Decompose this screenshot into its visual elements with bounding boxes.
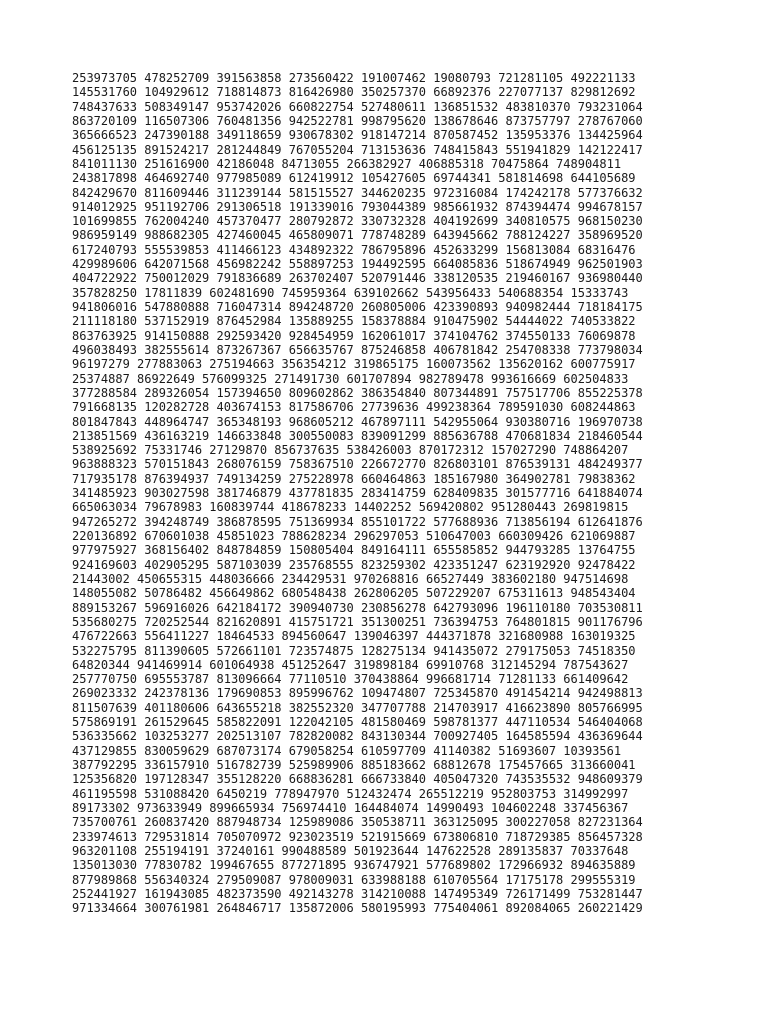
number-line: 538925692 75331746 27129870 856737635 538426003 870172312 157027290 748864207 xyxy=(72,443,629,458)
number-line: 963888323 570151843 268076159 758367510 226672770 826803101 876539131 484249377 xyxy=(72,457,643,472)
number-line: 21443002 450655315 448036666 234429531 970268816 66527449 383602180 947514698 xyxy=(72,571,629,586)
number-line: 986959149 988682305 427460045 465809071 778748289 643945662 788124227 358969520 xyxy=(72,228,643,243)
number-line: 496038493 382555614 873267367 656635767 875246858 406781842 254708338 773798034 xyxy=(72,342,643,357)
number-line: 863763925 914150888 292593420 928454959 162061017 374104762 374550133 76069878 xyxy=(72,328,636,343)
number-line: 536335662 103253277 202513107 782820082 843130344 700927405 164585594 436369644 xyxy=(72,729,643,744)
number-line: 220136892 670601038 45851023 788628234 296297053 510647003 660309426 621069887 xyxy=(72,529,636,543)
number-line: 243817898 464692740 977985089 612419912 105427605 69744341 581814698 644105689 xyxy=(72,171,636,186)
number-line: 924169603 402905295 587103039 235768555 823259302 423351247 623192920 92478422 xyxy=(72,557,636,572)
number-line: 841011130 251616900 42186048 84713055 266382927 406885318 70475864 748904811 xyxy=(72,156,622,171)
number-line: 357828250 17811839 602481690 745959364 639102662 543956433 540688354 15333743 xyxy=(72,285,629,300)
number-line: 811507639 401180606 643655218 382552320 347707788 214703917 416623890 805766995 xyxy=(72,700,643,715)
number-line: 971334664 300761981 264846717 135872006 580195993 775404061 892084065 260221429 xyxy=(72,901,643,916)
number-text-block xyxy=(72,71,643,915)
number-line: 404722922 750012029 791836689 263702407 520791446 338120535 219460167 936980440 xyxy=(72,271,643,286)
number-line: 456125135 891524217 281244849 767055204 713153636 748415843 551941829 142122417 xyxy=(72,142,643,157)
number-line: 535680275 720252544 821620891 415751721 351300251 736394753 764801815 901176796 xyxy=(72,614,643,629)
number-line: 101699855 762004240 457370477 280792872 330732328 404192699 340810575 968150230 xyxy=(72,214,643,229)
number-line: 963201108 255194191 37240161 990488589 501923644 147622528 289135837 70337648 xyxy=(72,843,629,858)
number-line: 233974613 729531814 705070972 923023519 521915669 673806810 718729385 856457328 xyxy=(72,829,643,844)
number-line: 947265272 394248749 386878595 751369934 855101722 577688936 713856194 612641876 xyxy=(72,514,643,529)
number-line: 135013030 77830782 199467655 877271895 936747921 577689802 172966932 894635889 xyxy=(72,858,636,873)
number-line: 842429670 811609446 311239144 581515527 344620235 972316084 174242178 577376632 xyxy=(72,185,643,200)
number-line: 269023332 242378136 179690853 895996762 109474807 725345870 491454214 942498813 xyxy=(72,686,643,701)
number-line: 437129855 830059629 687073174 679058254 610597709 41140382 51693607 10393561 xyxy=(72,743,622,758)
number-line: 735700761 260837420 887948734 125989086 350538711 363125095 300227058 827231364 xyxy=(72,815,643,830)
number-line: 148055082 50786482 456649862 680548438 262806205 507229207 675311613 948543404 xyxy=(72,586,636,601)
number-line: 914012925 951192706 291306518 191339016 793044389 985661932 874394474 994678157 xyxy=(72,199,643,214)
number-line: 377288584 289326054 157394650 809602862 386354840 807344891 757517706 855225378 xyxy=(72,385,643,400)
number-line: 877989868 556340324 279509087 978009031 633988188 610705564 17175178 299555319 xyxy=(72,872,636,887)
number-line: 665063034 79678983 160839744 418678233 14402252 569420802 951280443 269819815 xyxy=(72,500,629,515)
number-line: 252441927 161943085 482373590 492143278 314210088 147495349 726171499 753281447 xyxy=(72,886,643,901)
number-line: 96197279 277883063 275194663 356354212 319865175 160073562 135620162 600775917 xyxy=(72,357,636,372)
number-line: 213851569 436163219 146633848 300550083 839091299 885636788 470681834 218460544 xyxy=(72,428,643,443)
number-line: 889153267 596916026 642184172 390940730 230856278 642793096 196110180 703530811 xyxy=(72,600,643,615)
number-line: 977975927 368156402 848784859 150805404 849164111 655585852 944793285 13764755 xyxy=(72,543,636,558)
number-line: 64820344 941469914 601064938 451252647 319898184 69910768 312145294 787543627 xyxy=(72,657,629,672)
number-line: 253973705 478252709 391563858 273560422 191007462 19080793 721281105 492221133 xyxy=(72,71,636,85)
number-line: 801847843 448964747 365348193 968605212 467897111 542955064 930380716 196970738 xyxy=(72,414,643,429)
number-line: 532275795 811390605 572661101 723574875 128275134 941435072 279175053 74518350 xyxy=(72,643,636,658)
number-line: 476722663 556411227 18464533 894560647 139046397 444371878 321680988 163019325 xyxy=(72,629,636,644)
number-line: 941806016 547880888 716047314 894248720 260805006 423390893 940982444 718184175 xyxy=(72,300,643,314)
number-line: 125356820 197128347 355128220 668836281 666733840 405047320 743535532 948609379 xyxy=(72,772,643,787)
number-line: 748437633 508349147 953742026 660822754 527480611 136851532 483810370 793231064 xyxy=(72,99,643,114)
number-line: 211118180 537152919 876452984 135889255 158378884 910475902 54444022 740533822 xyxy=(72,314,636,329)
number-line: 365666523 247390188 349118659 930678302 918147214 870587452 135953376 134425964 xyxy=(72,128,643,143)
number-line: 89173302 973633949 899665934 756974410 164484074 14990493 104602248 337456367 xyxy=(72,800,629,815)
number-line: 387792295 336157910 516782739 525989906 885183662 68812678 175457665 313660041 xyxy=(72,758,636,772)
number-line: 145531760 104929612 718814873 816426980 350257370 66892376 227077137 829812692 xyxy=(72,85,636,100)
number-line: 791668135 120282728 403674153 817586706 27739636 499238364 789591030 608244863 xyxy=(72,400,636,415)
number-line: 717935178 876394937 749134259 275228978 660464863 185167980 364902781 79838362 xyxy=(72,471,636,486)
number-line: 257770750 695553787 813096664 77110510 370438864 996681714 71281133 661409642 xyxy=(72,672,629,687)
number-line: 575869191 261529645 585822091 122042105 481580469 598781377 447110534 546404068 xyxy=(72,715,643,730)
number-line: 461195598 531088420 6450219 778947970 512432474 265512219 952803753 314992997 xyxy=(72,786,629,801)
number-line: 341485923 903027598 381746879 437781835 283414759 628409835 301577716 641884074 xyxy=(72,486,643,501)
number-line: 429989606 642071568 456982242 558897253 194492595 664085836 518674949 962501903 xyxy=(72,257,643,272)
number-line: 617240793 555539853 411466123 434892322 786795896 452633299 156813084 68316476 xyxy=(72,242,636,257)
number-line: 863720109 116507306 760481356 942522781 998795620 138678646 873757797 278767060 xyxy=(72,113,643,128)
number-line: 25374887 86922649 576099325 271491730 601707894 982789478 993616669 602504833 xyxy=(72,371,629,386)
